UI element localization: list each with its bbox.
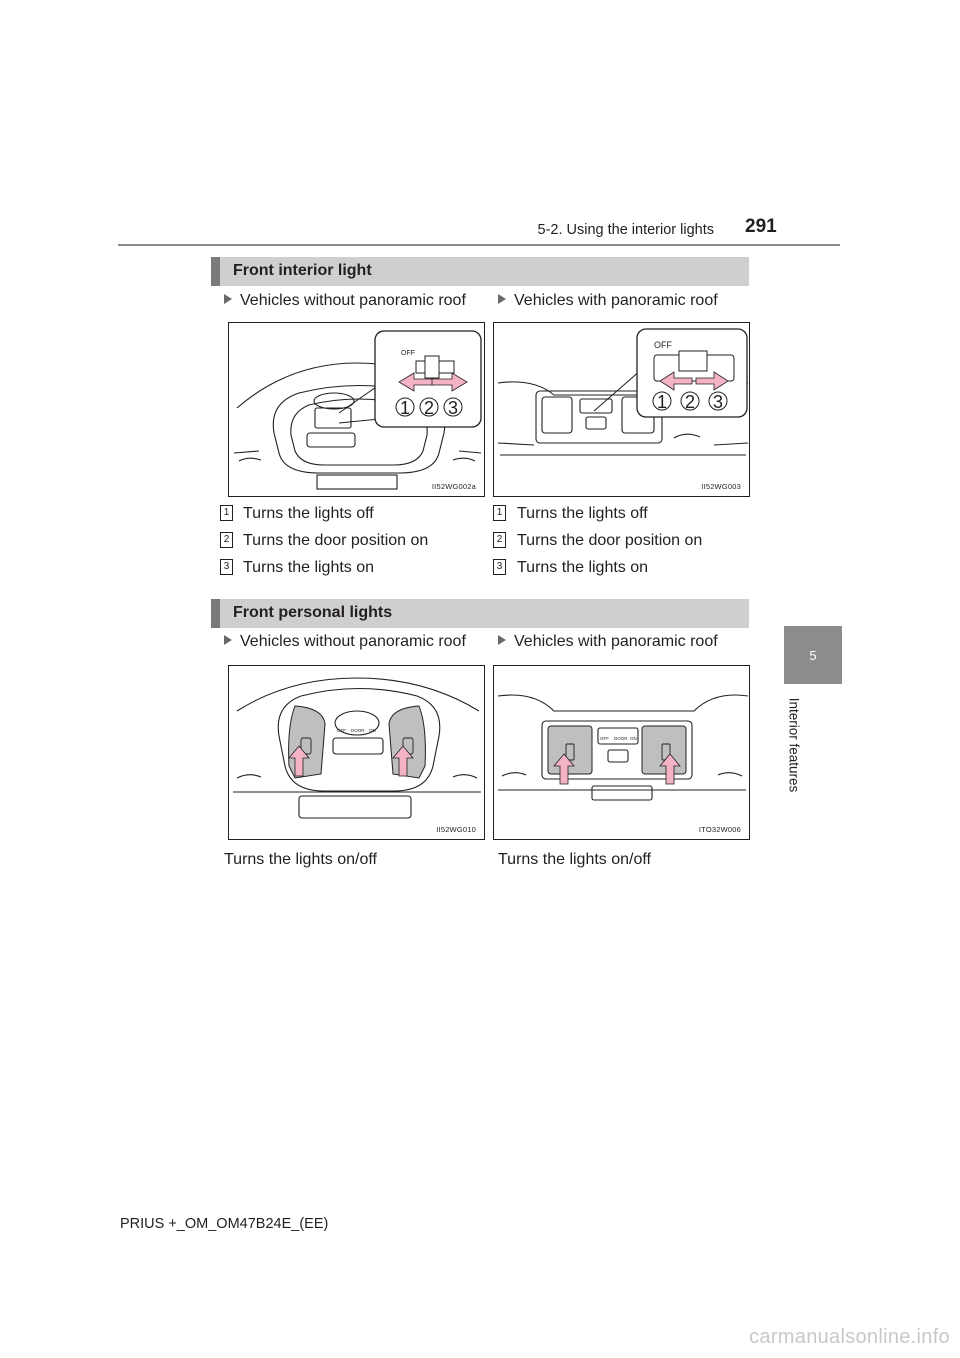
variant-label-text: Vehicles with panoramic roof [514, 633, 718, 650]
step-number-badge: 1 [493, 505, 506, 521]
switch-label-on: ON [630, 736, 637, 741]
callout-number-2: 2 [423, 398, 435, 418]
variant-label-without-roof [224, 292, 466, 310]
watermark-logo [604, 1326, 950, 1350]
switch-label-door: DOOR [614, 736, 628, 741]
switch-label-door: DOOR [351, 728, 365, 733]
switch-label-off: OFF [401, 350, 415, 357]
triangle-bullet-icon [224, 635, 232, 645]
step-description: Turns the door position on [517, 532, 703, 549]
header-divider [118, 244, 840, 246]
triangle-bullet-icon [498, 635, 506, 645]
callout-number-2: 2 [684, 392, 696, 412]
section-heading-text: Front personal lights [233, 604, 393, 621]
figure-code: II52WG002a [431, 482, 476, 491]
caption-with-roof: Turns the lights on/off [498, 851, 651, 868]
figure-interior-light-without-roof [228, 322, 485, 497]
figure-personal-lights-with-roof [493, 665, 750, 840]
chapter-tab-number: 5 [809, 648, 817, 663]
figure-code: ITO32W006 [698, 825, 741, 834]
callout-number-3: 3 [712, 392, 724, 412]
step-description: Turns the lights on [243, 559, 375, 576]
switch-label-off: OFF [337, 728, 346, 733]
step-description: Turns the door position on [243, 532, 429, 549]
variant-label-without-roof [224, 633, 466, 651]
watermark-text: carmanualsonline.info [749, 1326, 950, 1348]
callout-number-1: 1 [656, 392, 668, 412]
step-number-badge: 3 [493, 559, 506, 575]
variant-label-text: Vehicles without panoramic roof [240, 633, 466, 650]
chapter-side-label-text: Interior features [786, 697, 802, 793]
switch-label-off: OFF [600, 736, 609, 741]
section-heading-front-personal-lights [211, 599, 749, 628]
page-number: 291 [745, 216, 777, 237]
step-description: Turns the lights on [517, 559, 649, 576]
step-description: Turns the lights off [517, 505, 648, 522]
variant-label-text: Vehicles with panoramic roof [514, 292, 718, 309]
section-heading-text: Front interior light [233, 262, 372, 279]
variant-label-with-roof [498, 633, 718, 651]
section-running-title: 5-2. Using the interior lights [537, 222, 714, 238]
figure-code: II52WG010 [436, 825, 476, 834]
step-number-badge: 2 [493, 532, 506, 548]
callout-number-3: 3 [447, 398, 459, 418]
interior-light-illustration-1 [229, 323, 485, 497]
figure-interior-light-with-roof [493, 322, 750, 497]
document-footer-code: PRIUS +_OM_OM47B24E_(EE) [120, 1216, 329, 1232]
step-number-badge: 2 [220, 532, 233, 548]
switch-label-off: OFF [654, 340, 672, 350]
triangle-bullet-icon [498, 294, 506, 304]
step-number-badge: 3 [220, 559, 233, 575]
chapter-tab [784, 626, 842, 684]
personal-lights-illustration-2 [494, 666, 750, 840]
step-number-badge: 1 [220, 505, 233, 521]
caption-without-roof: Turns the lights on/off [224, 851, 377, 868]
figure-code: II52WG003 [701, 482, 741, 491]
triangle-bullet-icon [224, 294, 232, 304]
variant-label-with-roof [498, 292, 718, 310]
switch-label-on: ON [369, 728, 376, 733]
figure-personal-lights-without-roof [228, 665, 485, 840]
step-description: Turns the lights off [243, 505, 374, 522]
callout-number-1: 1 [399, 398, 411, 418]
chapter-side-label [783, 690, 805, 800]
section-heading-front-interior-light [211, 257, 749, 286]
personal-lights-illustration-1 [229, 666, 485, 840]
interior-light-illustration-2 [494, 323, 750, 497]
variant-label-text: Vehicles without panoramic roof [240, 292, 466, 309]
